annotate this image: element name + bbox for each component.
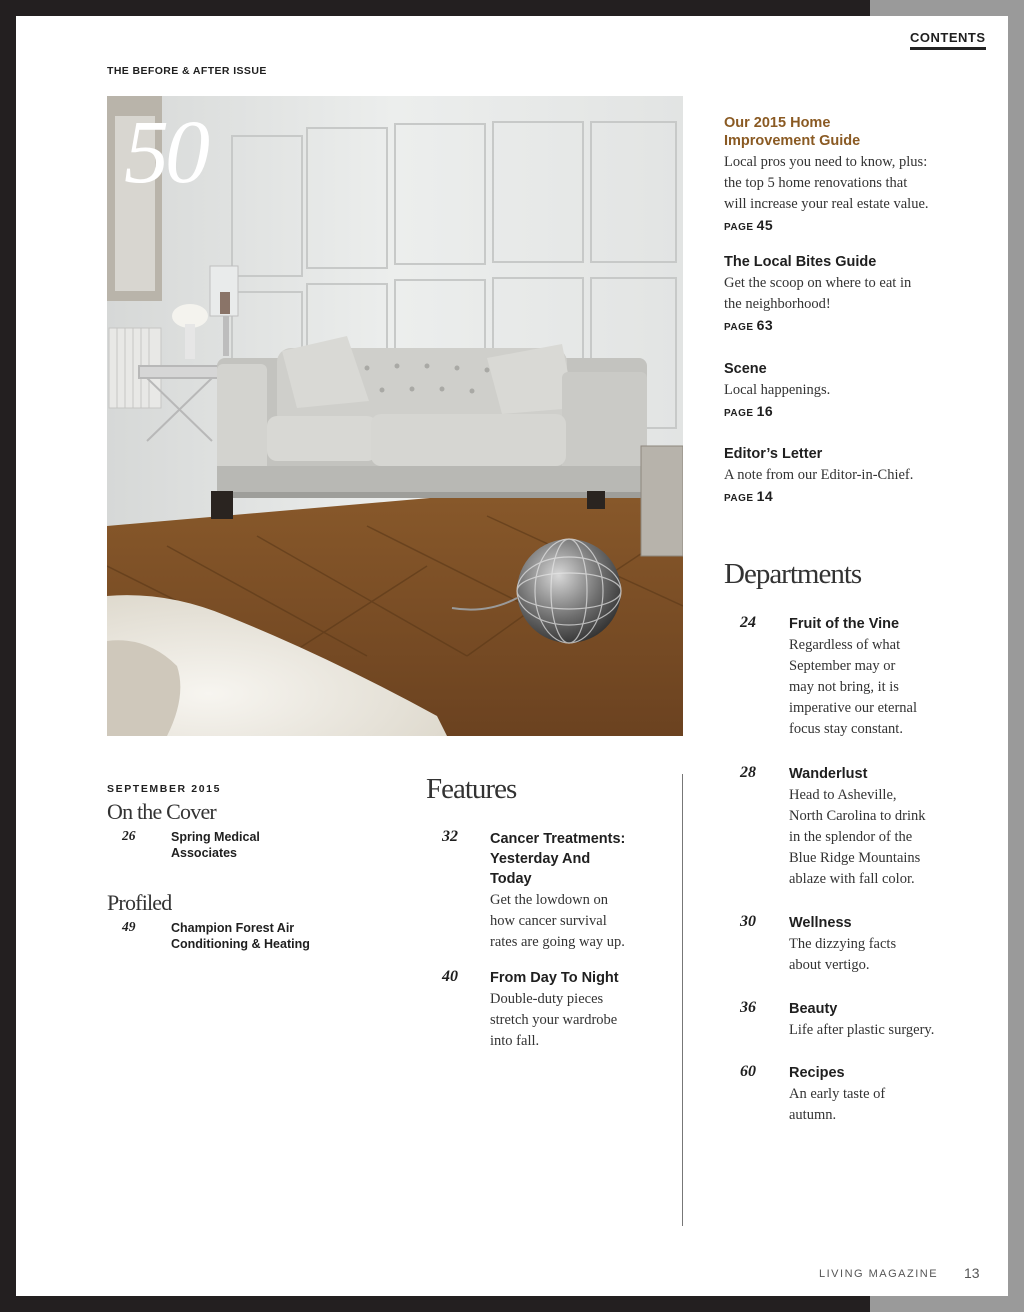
department-description: The dizzying facts about vertigo. xyxy=(789,936,897,973)
department-page-number: 30 xyxy=(740,913,756,930)
department-title: Fruit of the Vine xyxy=(789,616,900,632)
cover-story-title: Spring Medical Associates xyxy=(171,830,260,860)
highlight-description: Local happenings. xyxy=(724,382,831,398)
department-page-number: 36 xyxy=(740,999,756,1016)
feature-title: From Day To Night xyxy=(490,970,619,986)
highlight-page: PAGE 63 xyxy=(724,317,774,333)
on-the-cover-heading: On the Cover xyxy=(107,799,216,824)
profiled-heading: Profiled xyxy=(107,890,172,915)
highlight-page: PAGE 16 xyxy=(724,403,774,419)
department-description: Life after plastic surgery. xyxy=(789,1022,935,1038)
department-title: Beauty xyxy=(789,1001,838,1017)
column-divider xyxy=(682,774,683,1226)
feature-page-number: 40 xyxy=(442,968,458,985)
department-title: Wellness xyxy=(789,915,852,931)
feature-description: Get the lowdown on how cancer survival rates are going way up. xyxy=(490,892,625,950)
footer-page-number: 13 xyxy=(964,1265,980,1281)
highlight-description: Local pros you need to know, plus: the top 5 home renovations that will increase your real estate value. xyxy=(724,154,929,212)
highlight-description: A note from our Editor-in-Chief. xyxy=(724,467,914,483)
highlight-page: PAGE 14 xyxy=(724,488,774,504)
highlight-description: Get the scoop on where to eat in the neighborhood! xyxy=(724,275,912,312)
department-page-number: 60 xyxy=(740,1063,756,1080)
cover-page-number: 50 xyxy=(124,103,206,202)
department-page-number: 24 xyxy=(740,614,756,631)
feature-page-number: 32 xyxy=(442,828,458,845)
footer-magazine-name: LIVING MAGAZINE xyxy=(819,1268,939,1280)
highlight-title: Our 2015 Home Improvement Guide xyxy=(724,115,861,149)
highlight-title: The Local Bites Guide xyxy=(724,254,877,270)
department-description: An early taste of autumn. xyxy=(789,1086,886,1123)
features-heading: Features xyxy=(426,773,517,805)
highlight-title: Editor’s Letter xyxy=(724,446,823,462)
highlight-item[interactable] xyxy=(724,253,911,333)
highlight-item[interactable] xyxy=(724,114,929,233)
sofa-illustration xyxy=(211,336,647,519)
issue-label: THE BEFORE & AFTER ISSUE xyxy=(107,65,267,77)
highlight-item[interactable] xyxy=(724,360,830,419)
departments-heading: Departments xyxy=(724,558,862,590)
profiled-page-number: 49 xyxy=(122,919,136,934)
contents-label: CONTENTS xyxy=(910,30,986,50)
department-description: Head to Asheville, North Carolina to drink in the splendor of the Blue Ridge Mountains ablaze with fall color. xyxy=(789,787,926,887)
highlight-item[interactable] xyxy=(724,445,913,504)
department-description: Regardless of what September may or may not bring, it is imperative our eternal focus stay constant. xyxy=(789,637,918,737)
magazine-page xyxy=(16,16,1008,1296)
highlight-title: Scene xyxy=(724,361,767,377)
cover-story-page-number: 26 xyxy=(122,828,136,843)
feature-title: Cancer Treatments: Yesterday And Today xyxy=(490,831,626,887)
department-title: Recipes xyxy=(789,1065,845,1081)
issue-date: SEPTEMBER 2015 xyxy=(107,783,222,795)
department-title: Wanderlust xyxy=(789,766,868,782)
profiled-title: Champion Forest Air Conditioning & Heating xyxy=(171,921,310,951)
department-page-number: 28 xyxy=(740,764,756,781)
highlight-page: PAGE 45 xyxy=(724,217,774,233)
feature-description: Double-duty pieces stretch your wardrobe into fall. xyxy=(490,991,618,1049)
